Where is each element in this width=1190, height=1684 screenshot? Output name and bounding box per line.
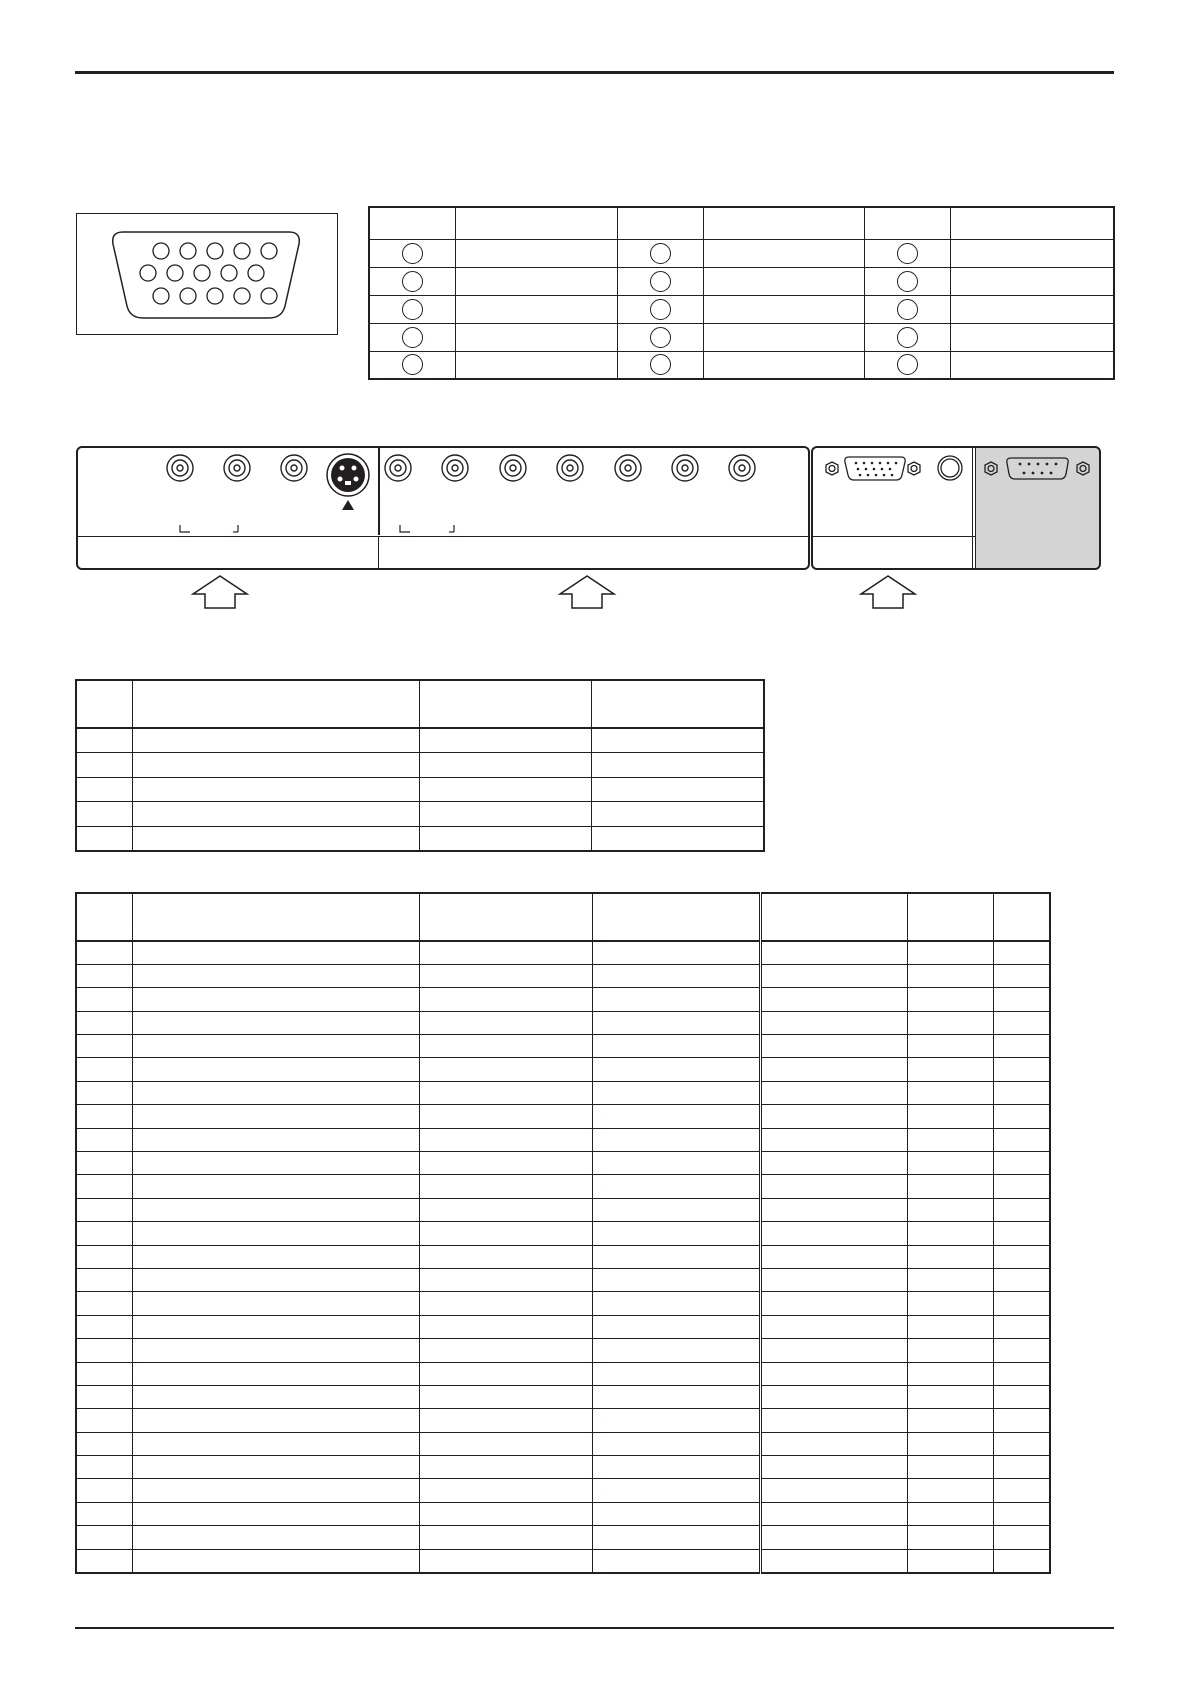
table-row bbox=[76, 1245, 1050, 1268]
pin-number-circle bbox=[897, 299, 918, 320]
pin-number-circle bbox=[402, 327, 423, 348]
input-terminal-board bbox=[76, 446, 810, 570]
pc-label-strip bbox=[813, 536, 977, 537]
component-rgb-input-terminals-icon bbox=[385, 455, 755, 481]
table-row bbox=[369, 351, 1114, 379]
table-row bbox=[76, 1152, 1050, 1175]
table-row bbox=[76, 1035, 1050, 1058]
pin-number-circle bbox=[402, 354, 423, 375]
table-row bbox=[369, 239, 1114, 267]
connector-illustration-frame bbox=[76, 213, 338, 335]
pin-number-circle bbox=[897, 243, 918, 264]
table-row bbox=[76, 1315, 1050, 1338]
input-signal-table bbox=[75, 679, 765, 852]
pin-number-circle bbox=[650, 327, 671, 348]
table-row bbox=[76, 1081, 1050, 1104]
input-jacks bbox=[78, 448, 808, 538]
pin-number-circle bbox=[402, 271, 423, 292]
pin-assignment-table bbox=[368, 206, 1115, 380]
table-header-row bbox=[76, 893, 1050, 941]
signal-header-1 bbox=[455, 207, 617, 239]
pin-number-circle bbox=[650, 299, 671, 320]
table-row bbox=[76, 1105, 1050, 1128]
table-row bbox=[76, 1175, 1050, 1198]
serial-terminal-section bbox=[976, 446, 1101, 570]
table-row bbox=[76, 1549, 1050, 1572]
pin-number-circle bbox=[897, 327, 918, 348]
pin-no-header-3 bbox=[864, 207, 950, 239]
table-header-row bbox=[76, 680, 764, 728]
table-row bbox=[76, 1502, 1050, 1525]
table-row bbox=[76, 941, 1050, 964]
pin-number-circle bbox=[650, 354, 671, 375]
table-row bbox=[76, 752, 764, 777]
pc-input-section bbox=[811, 446, 977, 570]
table-row bbox=[76, 1222, 1050, 1245]
table-row bbox=[76, 801, 764, 826]
d-sub-15-pin-connector-icon bbox=[77, 214, 337, 334]
table-row bbox=[76, 1198, 1050, 1221]
table-row bbox=[76, 1011, 1050, 1034]
pin-number-circle bbox=[650, 243, 671, 264]
pc-signal-table bbox=[75, 892, 1051, 1574]
table-row bbox=[76, 728, 764, 752]
table-row bbox=[76, 826, 764, 851]
table-row bbox=[76, 1128, 1050, 1151]
table-row bbox=[76, 1432, 1050, 1455]
table-row bbox=[76, 777, 764, 801]
table-row bbox=[76, 1385, 1050, 1408]
pin-no-header-2 bbox=[617, 207, 703, 239]
top-rule bbox=[75, 71, 1114, 74]
pin-number-circle bbox=[897, 271, 918, 292]
section-divider bbox=[378, 536, 380, 568]
up-arrow-icon bbox=[858, 574, 918, 610]
pin-number-circle bbox=[402, 243, 423, 264]
up-arrow-icon bbox=[190, 574, 250, 610]
table-row bbox=[369, 267, 1114, 295]
table-row bbox=[76, 988, 1050, 1011]
table-row bbox=[76, 1292, 1050, 1315]
pc-input-terminal-icon bbox=[813, 448, 977, 534]
table-row bbox=[76, 1058, 1050, 1081]
table-row bbox=[369, 295, 1114, 323]
table-row bbox=[76, 1479, 1050, 1502]
table-row bbox=[76, 964, 1050, 987]
signal-header-3 bbox=[950, 207, 1114, 239]
serial-terminal-icon bbox=[976, 448, 1099, 534]
s-video-jack-icon bbox=[327, 454, 369, 510]
input-group-bracket bbox=[180, 525, 454, 532]
pin-no-header-1 bbox=[369, 207, 455, 239]
up-arrow-icon bbox=[557, 574, 617, 610]
table-row bbox=[76, 1362, 1050, 1385]
table-header-row bbox=[369, 207, 1114, 239]
video-s-video-input-terminals-icon bbox=[167, 455, 307, 481]
pin-number-circle bbox=[402, 299, 423, 320]
table-row bbox=[76, 1268, 1050, 1291]
table-row bbox=[76, 1339, 1050, 1362]
pin-number-circle bbox=[650, 271, 671, 292]
table-row bbox=[76, 1409, 1050, 1432]
signal-header-2 bbox=[703, 207, 864, 239]
table-row bbox=[76, 1526, 1050, 1549]
table-row bbox=[76, 1456, 1050, 1479]
bottom-rule bbox=[75, 1627, 1114, 1629]
table-row bbox=[369, 323, 1114, 351]
pin-number-circle bbox=[897, 354, 918, 375]
